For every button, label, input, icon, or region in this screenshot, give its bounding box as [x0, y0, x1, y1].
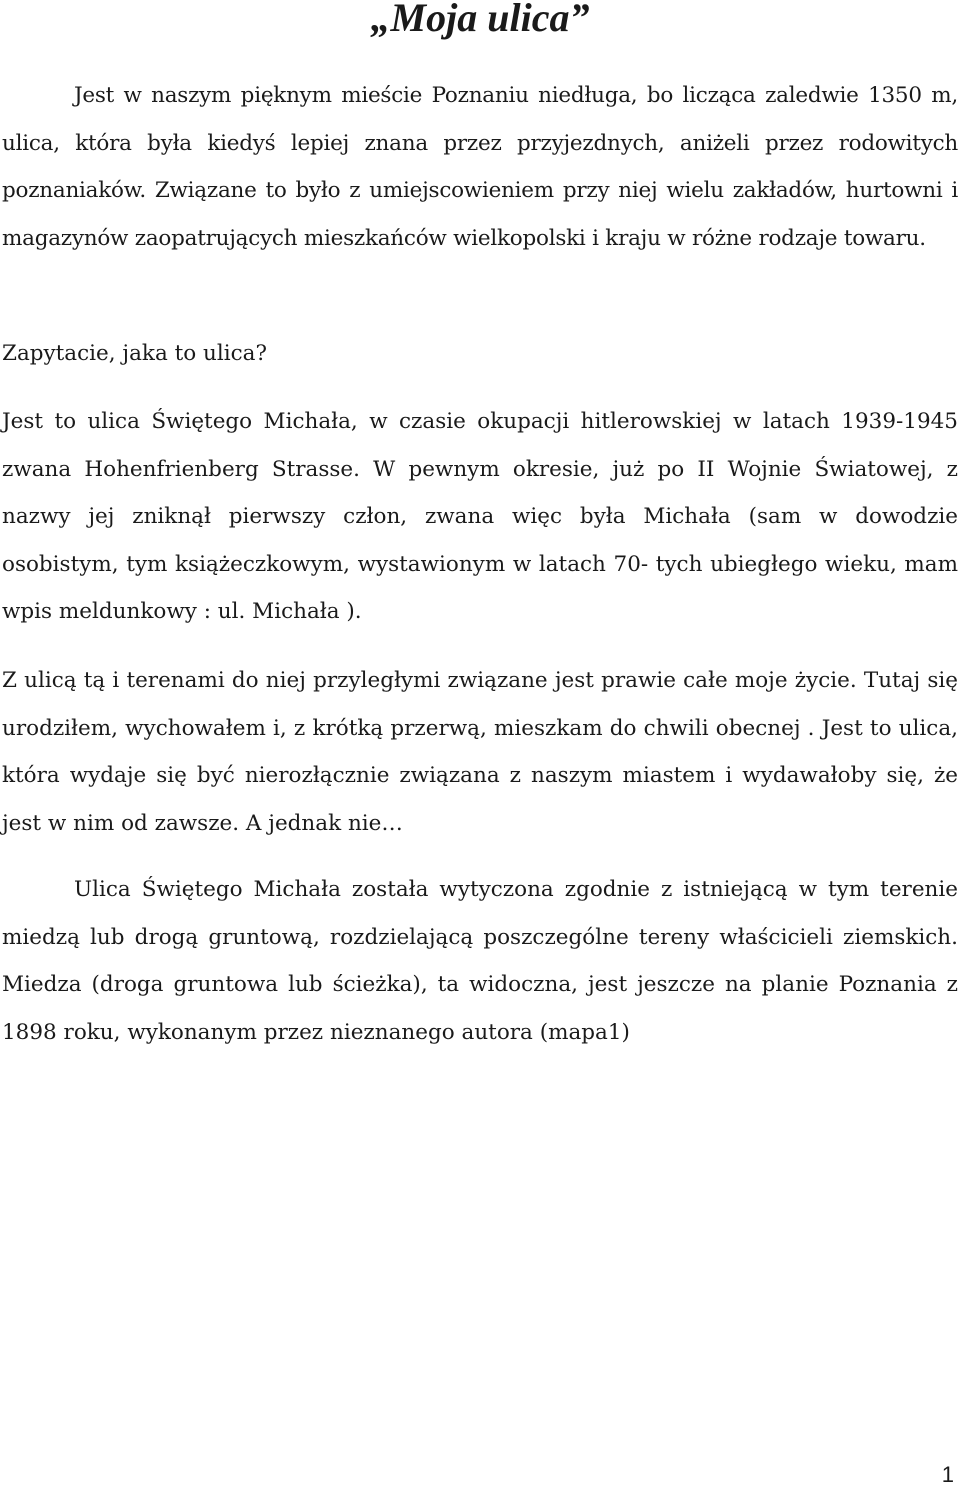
paragraph-intro: Jest w naszym pięknym mieście Poznaniu niedługa, bo licząca zaledwie 1350 m, ulica, która była kiedyś lepiej znana przez przyjezdnych, aniżeli przez rodowitych poznaniaków. Związane to było z umiejscowieniem przy niej wielu zakładów, hurtowni i magazynów zaopatrujących mieszkańców wielkopolski i kraju w różne rodzaje towaru. [2, 83, 958, 251]
paragraph-street-name: Jest to ulica Świętego Michała, w czasie okupacji hitlerowskiej w latach 1939-1945 zwana Hohenfrienberg Strasse. W pewnym okresie, już po II Wojnie Światowej, z nazwy jej zniknął pierwszy człon, zwana więc była Michała (sam w dowodzie osobistym, tym książeczkowym, wystawionym w latach 70- tych ubiegłego wieku, mam wpis meldunkowy : ul. Michała ). [2, 409, 958, 624]
paragraph-question: Zapytacie, jaka to ulica? [2, 341, 268, 366]
page-number: 1 [941, 1462, 954, 1487]
paragraph-personal: Z ulicą tą i terenami do niej przyległymi związane jest prawie całe moje życie. Tutaj się urodziłem, wychowałem i, z krótką przerwą, mieszkam do chwili obecnej . Jest to ulica, która wydaje się być nierozłącznie związana z naszym miastem i wydawałoby się, że jest w nim od zawsze. A jednak nie… [2, 668, 958, 836]
document-title: „Moja ulica” [370, 0, 590, 40]
paragraph-history: Ulica Świętego Michała została wytyczona zgodnie z istniejącą w tym terenie miedzą lub drogą gruntową, rozdzielającą poszczególne tereny właścicieli ziemskich. Miedza (droga gruntowa lub ścieżka), ta widoczna, jest jeszcze na planie Poznania z 1898 roku, wykonanym przez nieznanego autora (mapa1) [2, 877, 958, 1045]
